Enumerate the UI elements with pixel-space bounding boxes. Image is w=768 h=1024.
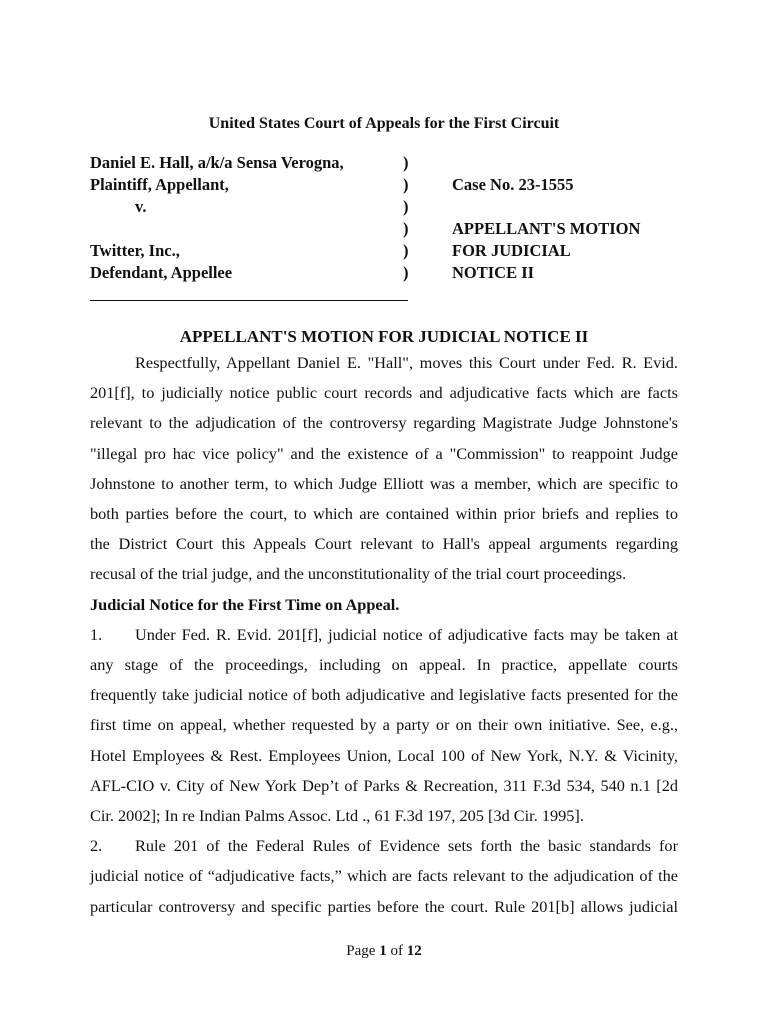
paragraph-1-line: any stage of the proceedings, including on appeal. In practice, appellate courts: [90, 655, 678, 675]
paragraph-1-line: Cir. 2002]; In re Indian Palms Assoc. Ltd ., 61 F.3d 197, 205 [3d Cir. 1995].: [90, 806, 584, 826]
paragraph-1-line: first time on appeal, whether requested by a party or on their own initiative. See, e.g.,: [90, 715, 678, 735]
caption-versus: v.: [135, 197, 147, 216]
paragraph-1-first-line: [90, 620, 678, 650]
caption-plaintiff-name: Daniel E. Hall, a/k/a Sensa Verogna,: [90, 153, 344, 172]
document-body: [90, 348, 678, 922]
of-word: of: [390, 943, 403, 959]
paragraph-number: 1.: [90, 624, 103, 644]
paragraph-2-line: Rule 201 of the Federal Rules of Evidence sets forth the basic standards for: [135, 836, 678, 856]
page-footer: [0, 941, 768, 961]
caption-rule: [90, 300, 408, 301]
paragraph-number: 2.: [90, 836, 103, 856]
page-current: 1: [379, 943, 387, 959]
motion-heading: APPELLANT'S MOTION FOR JUDICIAL NOTICE II: [179, 327, 589, 346]
motion-title-line: APPELLANT'S MOTION: [452, 219, 641, 238]
paragraph-1-line: AFL-CIO v. City of New York Dep’t of Parks & Recreation, 311 F.3d 534, 540 n.1 [2d: [90, 775, 678, 795]
paragraph-1-line: Hotel Employees & Rest. Employees Union, Local 100 of New York, N.Y. & Vicinity,: [90, 745, 678, 765]
intro-line: Johnstone to another term, to which Judge Elliott was a member, which are specific to: [90, 473, 678, 493]
motion-title-line: NOTICE II: [452, 263, 535, 282]
section-subheading: Judicial Notice for the First Time on Appeal.: [90, 594, 400, 614]
motion-title-line: FOR JUDICIAL: [452, 241, 571, 260]
caption-defendant-role: Defendant, Appellee: [90, 263, 233, 282]
paragraph-1-line: Under Fed. R. Evid. 201[f], judicial notice of adjudicative facts may be taken at: [135, 624, 678, 644]
paragraph-1-line: frequently take judicial notice of both adjudicative and legislative facts presented for the: [90, 685, 678, 705]
page-total: 12: [406, 943, 422, 959]
paragraph-2-line: judicial notice of “adjudicative facts,” which are facts relevant to the adjudication of the: [90, 866, 678, 886]
intro-line: recusal of the trial judge, and the unconstitutionality of the trial court proceedings.: [90, 564, 627, 584]
caption-paren: ): [403, 219, 409, 238]
caption-paren: ): [403, 153, 409, 172]
case-caption: [0, 152, 768, 312]
caption-plaintiff-role: Plaintiff, Appellant,: [90, 175, 229, 194]
caption-paren: ): [403, 175, 409, 194]
caption-paren: ): [403, 197, 409, 216]
intro-line: Respectfully, Appellant Daniel E. "Hall", moves this Court under Fed. R. Evid.: [135, 353, 678, 372]
intro-line: both parties before the court, to which are contained within prior briefs and replies to: [90, 504, 678, 524]
court-title: United States Court of Appeals for the First Circuit: [208, 115, 560, 132]
caption-defendant-name: Twitter, Inc.,: [90, 241, 180, 260]
page-word: Page: [346, 943, 376, 959]
paragraph-2-first-line: [90, 831, 678, 861]
intro-line: 201[f], to judicially notice public court records and adjudicative facts which are facts: [90, 383, 678, 403]
intro-line: relevant to the adjudication of the controversy regarding Magistrate Judge Johnstone's: [90, 413, 678, 433]
intro-line: "illegal pro hac vice policy" and the existence of a "Commission" to reappoint Judge: [90, 443, 678, 463]
caption-paren: ): [403, 241, 409, 260]
caption-paren: ): [403, 263, 409, 282]
intro-line: the District Court this Appeals Court relevant to Hall's appeal arguments regarding: [90, 534, 678, 554]
case-number: Case No. 23-1555: [452, 175, 574, 194]
paragraph-2-line: particular controversy and specific parties before the court. Rule 201[b] allows judicial: [90, 896, 678, 916]
